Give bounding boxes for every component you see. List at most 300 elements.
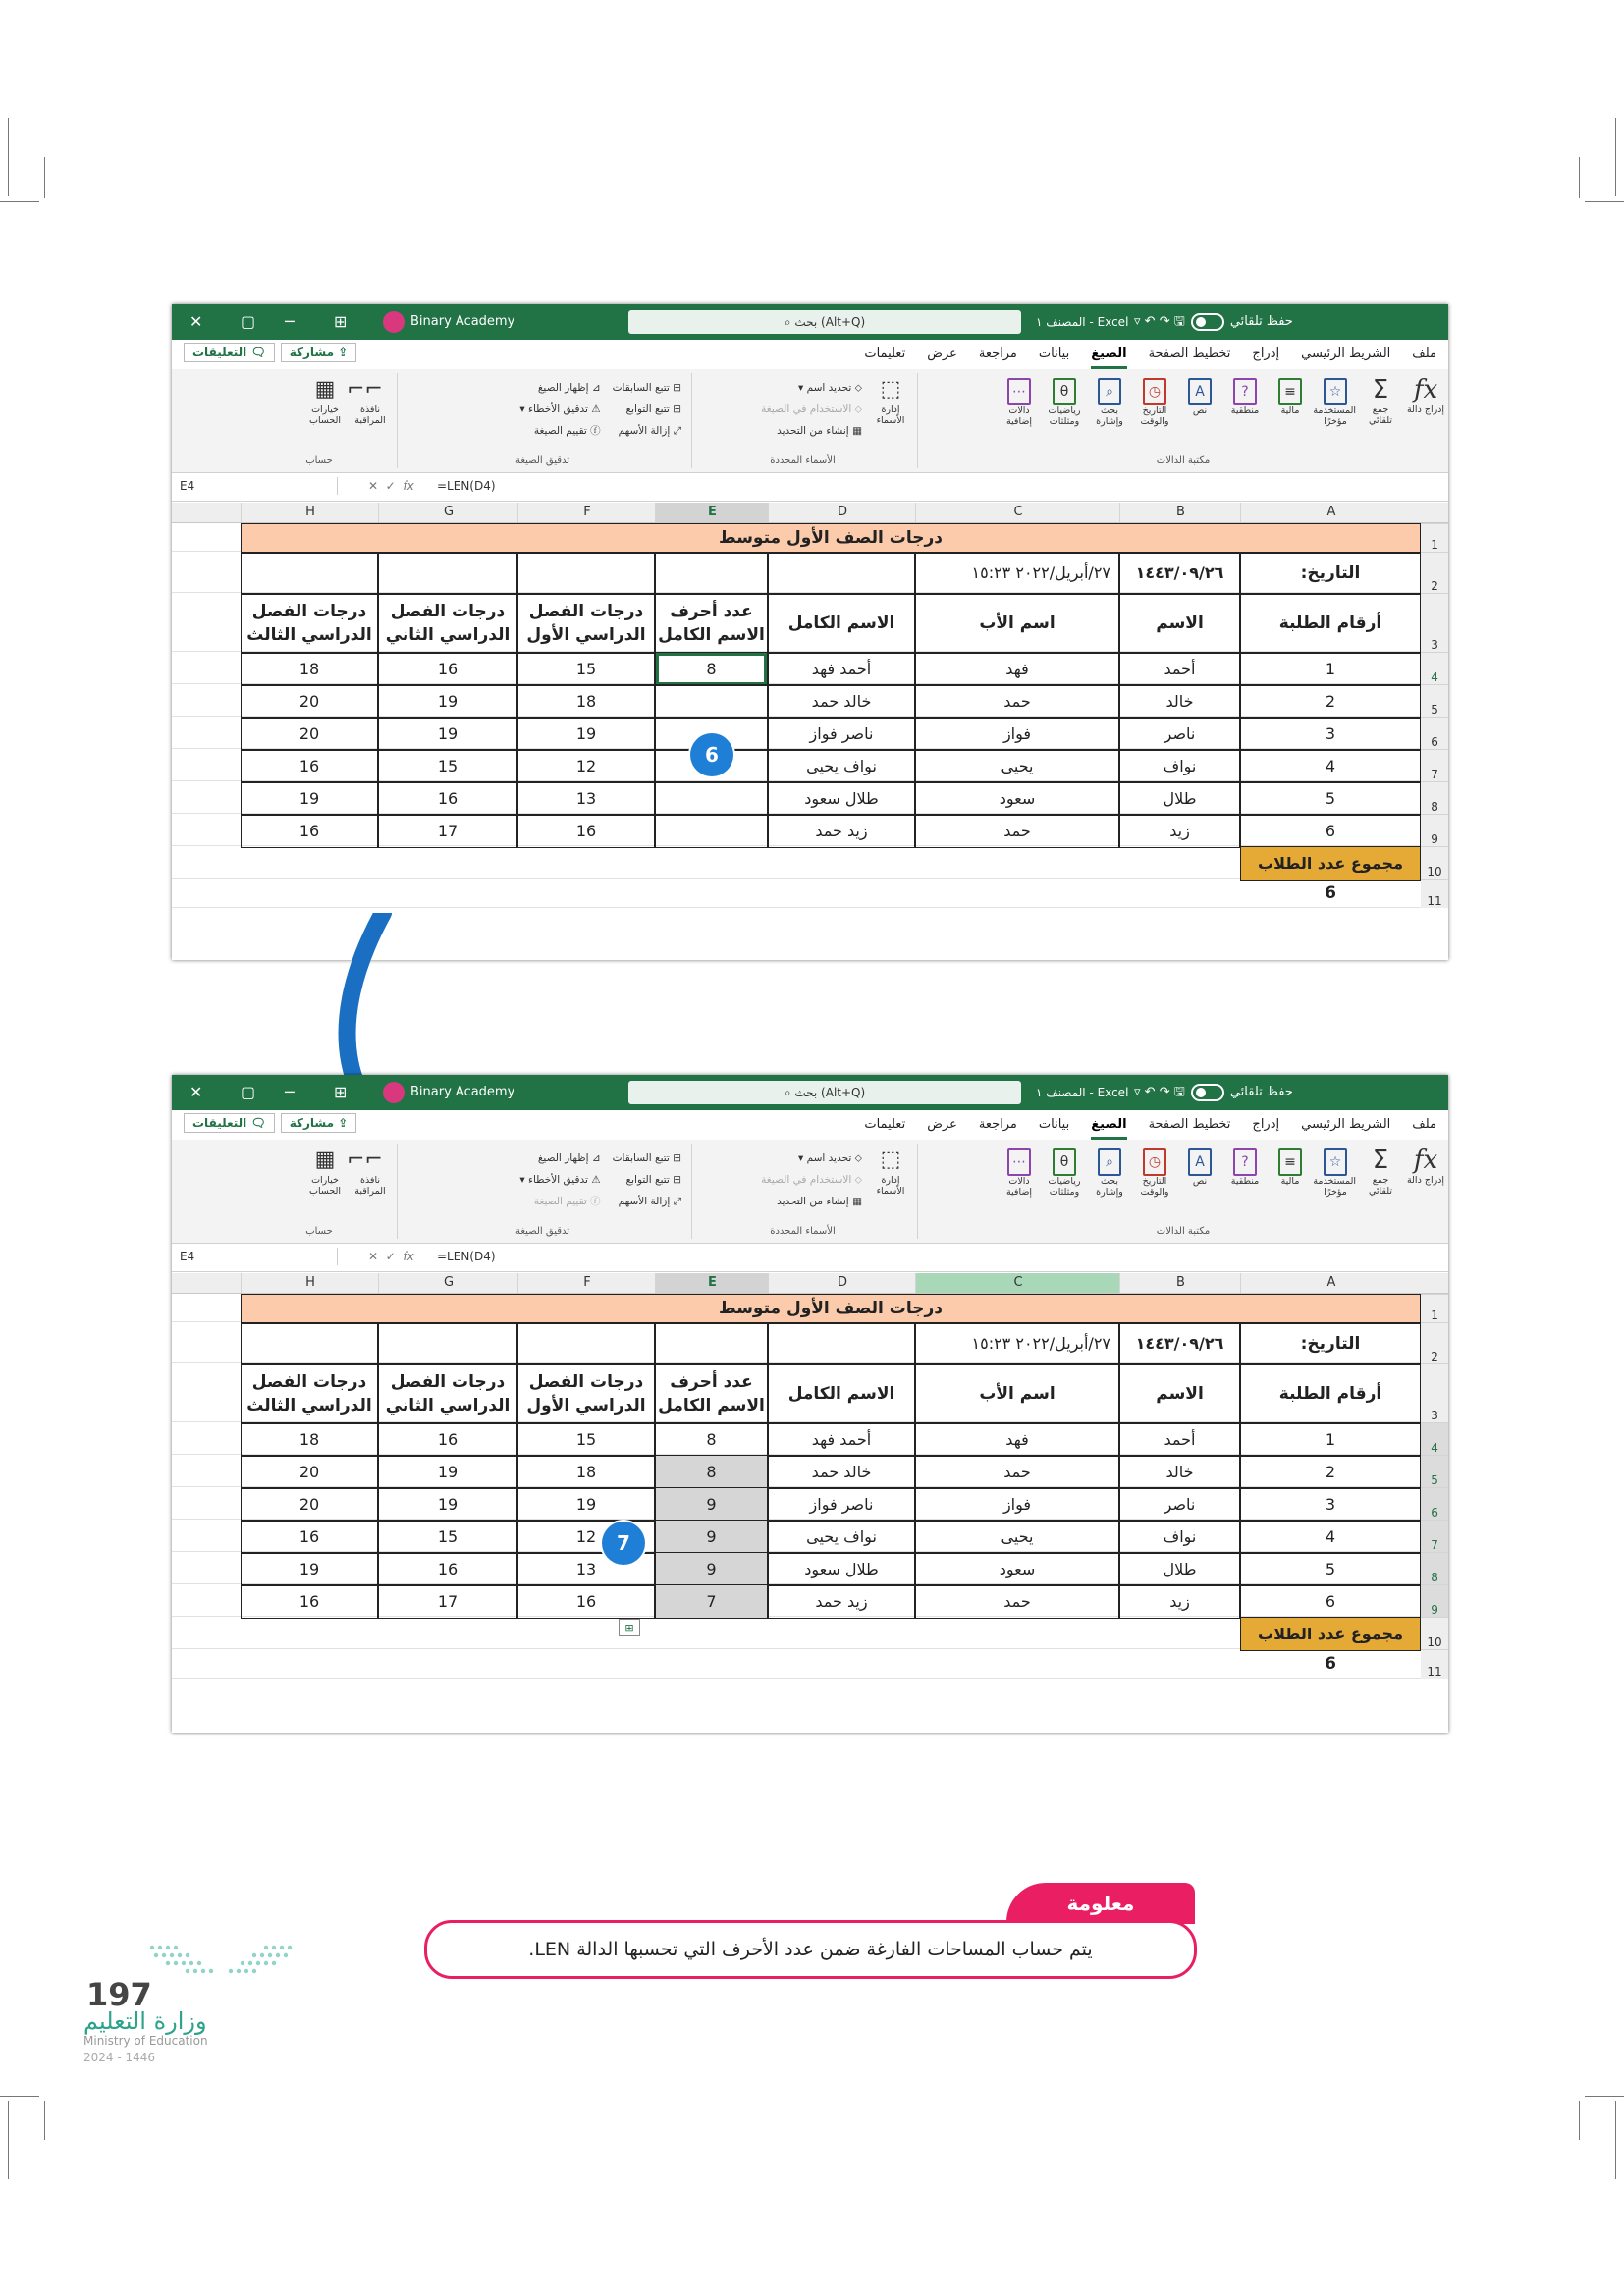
- redo-icon[interactable]: ↷: [1159, 1085, 1170, 1099]
- cell-grade-2[interactable]: 19: [378, 1487, 517, 1522]
- column-header-h[interactable]: H: [241, 503, 379, 522]
- calc-options-button[interactable]: [304, 373, 346, 426]
- search-icon: ⌕: [784, 315, 795, 329]
- note-text: يتم حساب المساحات الفارغة ضمن عدد الأحرف التي تحسبها الدالة LEN.: [424, 1920, 1197, 1979]
- lookup-button[interactable]: [1089, 1144, 1130, 1198]
- column-header-c[interactable]: C: [915, 503, 1120, 522]
- cell-grade-1[interactable]: 16: [517, 814, 655, 848]
- cell-full-name[interactable]: زيد حمد: [768, 814, 915, 848]
- save-icon[interactable]: 🖫: [1173, 1085, 1185, 1099]
- cell-grade-1[interactable]: 16: [517, 1584, 655, 1619]
- cell-father[interactable]: يحيى: [915, 1520, 1119, 1554]
- minimize-icon[interactable]: ─: [285, 1083, 295, 1101]
- use-in-formula-label: الاستخدام في الصيغة: [761, 403, 852, 415]
- cell-name[interactable]: نواف: [1119, 1520, 1240, 1554]
- cell-full-name[interactable]: نواف يحيى: [768, 749, 915, 783]
- total-label[interactable]: مجموع عدد الطلاب: [1240, 1617, 1421, 1651]
- cell-father[interactable]: حمد: [915, 814, 1119, 848]
- cell-grade-3[interactable]: 20: [241, 684, 378, 719]
- show-formulas-button[interactable]: ⊿ إظهار الصيغ: [537, 382, 601, 394]
- column-header-b[interactable]: B: [1119, 1273, 1241, 1293]
- cell-grade-3[interactable]: 20: [241, 717, 378, 751]
- header-full-name[interactable]: الاسم الكامل: [768, 593, 915, 654]
- row-number[interactable]: 3: [1421, 1363, 1448, 1422]
- cell-grade-2[interactable]: 16: [378, 1422, 517, 1457]
- column-header-e[interactable]: E: [655, 1273, 769, 1293]
- display-options-icon[interactable]: ⊞: [334, 1083, 348, 1101]
- calculation-label: حساب: [305, 455, 333, 466]
- calculator-icon: ▦: [314, 1148, 336, 1172]
- cell-father[interactable]: يحيى: [915, 749, 1119, 783]
- row-number[interactable]: 2: [1421, 1322, 1448, 1363]
- tab-review[interactable]: مراجعة: [978, 1117, 1017, 1132]
- math-button[interactable]: [1044, 1144, 1085, 1198]
- undo-icon[interactable]: ↶: [1144, 314, 1156, 329]
- cell-num[interactable]: 6: [1240, 1584, 1421, 1619]
- cell-grade-1[interactable]: 19: [517, 717, 655, 751]
- row-number[interactable]: 6: [1421, 717, 1448, 749]
- cell-grade-3[interactable]: 20: [241, 1487, 378, 1522]
- empty-cell[interactable]: [241, 1322, 378, 1365]
- cell-father[interactable]: حمد: [915, 684, 1119, 719]
- cell-grade-1[interactable]: 18: [517, 684, 655, 719]
- cell-grade-2[interactable]: 17: [378, 1584, 517, 1619]
- cell-name[interactable]: أحمد: [1119, 1422, 1240, 1457]
- cell-grade-2[interactable]: 16: [378, 781, 517, 816]
- evaluate-formula-button[interactable]: ⓕ تقييم الصيغة: [533, 425, 601, 437]
- profile[interactable]: [383, 304, 514, 340]
- datetime-button[interactable]: [1134, 373, 1175, 427]
- cell-name[interactable]: نواف: [1119, 749, 1240, 783]
- row-number[interactable]: 4: [1421, 652, 1448, 684]
- share-button[interactable]: ⇪ مشاركة: [281, 1113, 357, 1133]
- math-button[interactable]: [1044, 373, 1085, 427]
- row-number[interactable]: 2: [1421, 552, 1448, 593]
- error-checking-button[interactable]: ⚠ تدقيق الأخطاء ▾: [519, 1174, 601, 1186]
- cell-father[interactable]: فهد: [915, 1422, 1119, 1457]
- row-number[interactable]: 1: [1421, 523, 1448, 552]
- tab-view[interactable]: عرض: [927, 347, 957, 361]
- trace-precedents-button[interactable]: ⊟ تتبع السابقات: [612, 382, 681, 394]
- cell-num[interactable]: 1: [1240, 1422, 1421, 1457]
- header-name[interactable]: الاسم: [1119, 1363, 1240, 1424]
- save-icon[interactable]: 🖫: [1173, 314, 1185, 329]
- cell-father[interactable]: سعود: [915, 1552, 1119, 1586]
- row-number[interactable]: 5: [1421, 684, 1448, 717]
- cell-grade-3[interactable]: 18: [241, 1422, 378, 1457]
- cell-name[interactable]: خالد: [1119, 684, 1240, 719]
- cell-num[interactable]: 5: [1240, 781, 1421, 816]
- fx-icon: ✕ ✓ fx: [368, 479, 414, 493]
- gregorian-date[interactable]: ٢٧/أبريل/٢٠٢٢ ١٥:٢٣: [915, 1322, 1119, 1365]
- cell-full-name[interactable]: أحمد فهد: [768, 652, 915, 686]
- cell-name[interactable]: ناصر: [1119, 1487, 1240, 1522]
- empty-cell[interactable]: [378, 1322, 517, 1365]
- lookup-button[interactable]: [1089, 373, 1130, 427]
- row-number[interactable]: 11: [1421, 1649, 1448, 1679]
- more-icon: ⋯: [1007, 378, 1031, 405]
- datetime-label: التاريخ والوقت: [1140, 405, 1169, 427]
- empty-cell[interactable]: [655, 1322, 768, 1365]
- more-functions-button[interactable]: [999, 1144, 1040, 1198]
- header-grade-3[interactable]: درجات الفصل الدراسي الثالث: [241, 1363, 378, 1424]
- search-box[interactable]: [628, 310, 1021, 334]
- recent-label: المستخدمة مؤخرًا: [1313, 1176, 1356, 1198]
- remove-arrows-label: إزالة الأسهم: [618, 425, 671, 437]
- tab-review[interactable]: مراجعة: [978, 347, 1017, 361]
- column-header-a[interactable]: A: [1240, 1273, 1422, 1293]
- close-icon[interactable]: ✕: [189, 1083, 203, 1101]
- cell-char-count[interactable]: 8: [655, 1455, 768, 1489]
- cell-grade-2[interactable]: 16: [378, 1552, 517, 1586]
- profile[interactable]: [383, 1075, 514, 1110]
- share-label: مشاركة: [289, 1116, 335, 1130]
- trace-precedents-button[interactable]: ⊟ تتبع السابقات: [612, 1152, 681, 1164]
- header-grade-1[interactable]: درجات الفصل الدراسي الأول: [517, 593, 655, 654]
- header-grade-3[interactable]: درجات الفصل الدراسي الثالث: [241, 593, 378, 654]
- autosum-button[interactable]: [1360, 373, 1401, 426]
- cell-grade-2[interactable]: 17: [378, 814, 517, 848]
- cell-father[interactable]: حمد: [915, 1455, 1119, 1489]
- empty-cell[interactable]: [517, 1322, 655, 1365]
- date-label[interactable]: التاريخ:: [1240, 1322, 1421, 1365]
- name-manager-button[interactable]: [870, 1144, 911, 1197]
- table-row: [172, 1422, 1448, 1455]
- cell-grade-3[interactable]: 18: [241, 652, 378, 686]
- empty-cell[interactable]: [655, 552, 768, 595]
- tab-help[interactable]: تعليمات: [864, 347, 906, 361]
- tab-insert[interactable]: إدراج: [1252, 347, 1280, 361]
- cell-name[interactable]: زيد: [1119, 1584, 1240, 1619]
- star-icon: ☆: [1324, 378, 1347, 405]
- column-header-d[interactable]: D: [768, 1273, 916, 1293]
- cell-num[interactable]: 2: [1240, 684, 1421, 719]
- empty-cell[interactable]: [241, 552, 378, 595]
- cell-father[interactable]: سعود: [915, 781, 1119, 816]
- create-from-selection-button[interactable]: ▦ إنشاء من التحديد: [777, 1196, 862, 1207]
- row-number[interactable]: 3: [1421, 593, 1448, 652]
- comments-button[interactable]: 🗨 التعليقات: [184, 1113, 275, 1133]
- cell-char-count[interactable]: 9: [655, 1552, 768, 1586]
- cell-grade-3[interactable]: 20: [241, 1455, 378, 1489]
- calculation-label: حساب: [305, 1226, 333, 1237]
- share-button[interactable]: ⇪ مشاركة: [281, 343, 357, 362]
- cell-num[interactable]: 1: [1240, 652, 1421, 686]
- tab-home[interactable]: الشريط الرئيسي: [1301, 347, 1391, 361]
- cell-grade-3[interactable]: 16: [241, 1584, 378, 1619]
- cell-full-name[interactable]: خالد حمد: [768, 684, 915, 719]
- cell-char-count[interactable]: 7: [655, 1584, 768, 1619]
- recent-button[interactable]: [1315, 1144, 1356, 1198]
- cell-num[interactable]: 3: [1240, 717, 1421, 751]
- theta-icon: θ: [1053, 378, 1076, 405]
- show-formulas-button[interactable]: ⊿ إظهار الصيغ: [537, 1152, 601, 1164]
- column-header-b[interactable]: B: [1119, 503, 1241, 522]
- cell-num[interactable]: 5: [1240, 1552, 1421, 1586]
- cell-grade-1[interactable]: 18: [517, 1455, 655, 1489]
- lookup-label: بحث وإشارة: [1096, 405, 1123, 427]
- sheet-title[interactable]: درجات الصف الأول متوسط: [241, 1294, 1421, 1324]
- cell-full-name[interactable]: أحمد فهد: [768, 1422, 915, 1457]
- header-name[interactable]: الاسم: [1119, 593, 1240, 654]
- column-header-g[interactable]: G: [378, 503, 518, 522]
- autosave-toggle[interactable]: [1191, 1084, 1224, 1101]
- close-icon[interactable]: ✕: [189, 312, 203, 331]
- empty-cell[interactable]: [655, 781, 768, 816]
- cell-char-count[interactable]: 8: [655, 1422, 768, 1457]
- date-label[interactable]: التاريخ:: [1240, 552, 1421, 595]
- tab-data[interactable]: بيانات: [1038, 347, 1070, 361]
- text-button[interactable]: [1179, 1144, 1220, 1187]
- empty-cell[interactable]: [655, 684, 768, 719]
- row-number[interactable]: 8: [1421, 781, 1448, 814]
- crop-mark: [1615, 118, 1616, 196]
- trace-dependents-button[interactable]: ⊟ تتبع التوابع: [625, 1174, 681, 1186]
- trace-dependents-button[interactable]: ⊟ تتبع التوابع: [625, 403, 681, 415]
- customize-icon[interactable]: ▿: [1134, 1085, 1141, 1099]
- cell-full-name[interactable]: طلال سعود: [768, 1552, 915, 1586]
- minimize-icon[interactable]: ─: [285, 312, 295, 331]
- formula-input[interactable]: =LEN(D4): [437, 1250, 496, 1263]
- use-in-formula-button[interactable]: ⬦ الاستخدام في الصيغة: [761, 1174, 862, 1186]
- cell-full-name[interactable]: نواف يحيى: [768, 1520, 915, 1554]
- cell-name[interactable]: زيد: [1119, 814, 1240, 848]
- comments-button[interactable]: 🗨 التعليقات: [184, 343, 275, 362]
- cell-full-name[interactable]: خالد حمد: [768, 1455, 915, 1489]
- redo-icon[interactable]: ↷: [1159, 314, 1170, 329]
- logical-button[interactable]: [1224, 1144, 1266, 1187]
- file-name: المصنف ١ - Excel: [1036, 1086, 1129, 1099]
- tab-view[interactable]: عرض: [927, 1117, 957, 1132]
- row-number[interactable]: 9: [1421, 1584, 1448, 1617]
- formula-input[interactable]: =LEN(D4): [437, 479, 496, 493]
- autosave-toggle[interactable]: [1191, 313, 1224, 331]
- defined-names-group: [691, 1144, 913, 1239]
- cell-name[interactable]: خالد: [1119, 1455, 1240, 1489]
- insert-function-button[interactable]: [1405, 1144, 1446, 1186]
- total-value[interactable]: 6: [1325, 883, 1336, 903]
- recent-button[interactable]: [1315, 373, 1356, 427]
- column-header-h[interactable]: H: [241, 1273, 379, 1293]
- cell-father[interactable]: فهد: [915, 652, 1119, 686]
- total-label[interactable]: مجموع عدد الطلاب: [1240, 846, 1421, 881]
- watch-window-button[interactable]: [347, 373, 391, 426]
- calculation-group: [245, 1144, 393, 1239]
- cell-full-name[interactable]: طلال سعود: [768, 781, 915, 816]
- restore-icon[interactable]: ▢: [241, 312, 256, 331]
- cell-grade-3[interactable]: 19: [241, 781, 378, 816]
- table-row: [172, 1487, 1448, 1520]
- file-name: المصنف ١ - Excel: [1036, 315, 1129, 329]
- cell-grade-2[interactable]: 19: [378, 684, 517, 719]
- hijri-date[interactable]: ١٤٤٣/٠٩/٢٦: [1119, 1322, 1240, 1365]
- customize-icon[interactable]: ▿: [1134, 314, 1141, 329]
- create-from-selection-button[interactable]: ▦ إنشاء من التحديد: [777, 425, 862, 437]
- financial-button[interactable]: [1270, 1144, 1311, 1187]
- gregorian-date[interactable]: ٢٧/أبريل/٢٠٢٢ ١٥:٢٣: [915, 552, 1119, 595]
- column-header-e[interactable]: E: [655, 503, 769, 522]
- calc-options-button[interactable]: [304, 1144, 346, 1197]
- row-number[interactable]: 10: [1421, 1617, 1448, 1649]
- row-number[interactable]: 1: [1421, 1294, 1448, 1322]
- cell-full-name[interactable]: ناصر فواز: [768, 717, 915, 751]
- tab-help[interactable]: تعليمات: [864, 1117, 906, 1132]
- cell-num[interactable]: 3: [1240, 1487, 1421, 1522]
- more-functions-button[interactable]: [999, 373, 1040, 427]
- cell-num[interactable]: 6: [1240, 814, 1421, 848]
- cell-father[interactable]: فواز: [915, 717, 1119, 751]
- column-header-g[interactable]: G: [378, 1273, 518, 1293]
- cell-grade-1[interactable]: 13: [517, 1552, 655, 1586]
- cell-grade-1[interactable]: 15: [517, 1422, 655, 1457]
- more-label: دالات إضافية: [1005, 405, 1033, 427]
- error-checking-button[interactable]: ⚠ تدقيق الأخطاء ▾: [519, 403, 601, 415]
- cell-father[interactable]: فواز: [915, 1487, 1119, 1522]
- column-header-d[interactable]: D: [768, 503, 916, 522]
- cell-grade-1[interactable]: 13: [517, 781, 655, 816]
- tab-page-layout[interactable]: تخطيط الصفحة: [1148, 1117, 1231, 1132]
- use-in-formula-button[interactable]: ⬦ الاستخدام في الصيغة: [761, 403, 862, 415]
- undo-icon[interactable]: ↶: [1144, 1085, 1156, 1099]
- tab-page-layout[interactable]: تخطيط الصفحة: [1148, 347, 1231, 361]
- header-father[interactable]: اسم الأب: [915, 1363, 1119, 1424]
- cell-full-name[interactable]: زيد حمد: [768, 1584, 915, 1619]
- cell-num[interactable]: 2: [1240, 1455, 1421, 1489]
- header-student-number[interactable]: أرقام الطلبة: [1240, 593, 1421, 654]
- cell-num[interactable]: 4: [1240, 1520, 1421, 1554]
- define-name-button[interactable]: ⬦ تحديد اسم ▾: [798, 382, 862, 394]
- display-options-icon[interactable]: ⊞: [334, 312, 348, 331]
- cell-grade-3[interactable]: 16: [241, 814, 378, 848]
- column-header-c[interactable]: C: [915, 1273, 1120, 1293]
- table-row: [172, 814, 1448, 846]
- cell-grade-1[interactable]: 12: [517, 1520, 655, 1554]
- quick-analysis-icon[interactable]: ⊞: [619, 1619, 640, 1636]
- empty-cell[interactable]: [655, 814, 768, 848]
- tab-formulas[interactable]: الصيغ: [1091, 343, 1126, 369]
- title-bar: [172, 304, 1448, 340]
- tab-file[interactable]: ملف: [1412, 1117, 1436, 1132]
- header-grade-2[interactable]: درجات الفصل الدراسي الثاني: [378, 593, 517, 654]
- row-number[interactable]: 7: [1421, 1520, 1448, 1552]
- cell-grade-3[interactable]: 16: [241, 749, 378, 783]
- name-box[interactable]: E4: [180, 1248, 338, 1265]
- empty-cell[interactable]: [768, 1322, 915, 1365]
- cell-grade-3[interactable]: 16: [241, 1520, 378, 1554]
- cell-grade-1[interactable]: 19: [517, 1487, 655, 1522]
- header-char-count[interactable]: عدد أحرف الاسم الكامل: [655, 1363, 768, 1424]
- remove-arrows-button[interactable]: ⤢ إزالة الأسهم: [618, 1196, 681, 1207]
- search-box[interactable]: [628, 1081, 1021, 1104]
- empty-cell[interactable]: [378, 552, 517, 595]
- excel-screenshot-step6: [172, 304, 1448, 960]
- header-grade-2[interactable]: درجات الفصل الدراسي الثاني: [378, 1363, 517, 1424]
- cell-name[interactable]: طلال: [1119, 781, 1240, 816]
- column-header-f[interactable]: F: [517, 503, 656, 522]
- total-value[interactable]: 6: [1325, 1654, 1336, 1674]
- remove-arrows-button[interactable]: ⤢ إزالة الأسهم: [618, 425, 681, 437]
- cell-grade-3[interactable]: 19: [241, 1552, 378, 1586]
- hijri-date[interactable]: ١٤٤٣/٠٩/٢٦: [1119, 552, 1240, 595]
- evaluate-formula-button[interactable]: ⓕ تقييم الصيغة: [533, 1196, 601, 1207]
- row-number[interactable]: 9: [1421, 814, 1448, 846]
- cell-grade-2[interactable]: 19: [378, 1455, 517, 1489]
- row-number[interactable]: 11: [1421, 879, 1448, 908]
- cell-grade-1[interactable]: 12: [517, 749, 655, 783]
- insert-function-button[interactable]: [1405, 373, 1446, 415]
- name-manager-button[interactable]: [870, 373, 911, 426]
- empty-cell[interactable]: [768, 552, 915, 595]
- cell-grade-2[interactable]: 15: [378, 749, 517, 783]
- autosum-button[interactable]: [1360, 1144, 1401, 1197]
- cell-name[interactable]: ناصر: [1119, 717, 1240, 751]
- tab-insert[interactable]: إدراج: [1252, 1117, 1280, 1132]
- cell-name[interactable]: أحمد: [1119, 652, 1240, 686]
- cell-grade-2[interactable]: 19: [378, 717, 517, 751]
- row-number[interactable]: 6: [1421, 1487, 1448, 1520]
- cell-father[interactable]: حمد: [915, 1584, 1119, 1619]
- cell-char-count[interactable]: 9: [655, 1487, 768, 1522]
- datetime-button[interactable]: [1134, 1144, 1175, 1198]
- evaluate-formula-label: تقييم الصيغة: [533, 1196, 587, 1207]
- row-number[interactable]: 5: [1421, 1455, 1448, 1487]
- table-row: [172, 1584, 1448, 1617]
- financial-button[interactable]: [1270, 373, 1311, 416]
- cell-full-name[interactable]: ناصر فواز: [768, 1487, 915, 1522]
- name-box[interactable]: E4: [180, 477, 338, 495]
- sheet-title[interactable]: درجات الصف الأول متوسط: [241, 523, 1421, 554]
- cell-num[interactable]: 4: [1240, 749, 1421, 783]
- define-name-button[interactable]: ⬦ تحديد اسم ▾: [798, 1152, 862, 1164]
- row-number[interactable]: 7: [1421, 749, 1448, 781]
- column-header-a[interactable]: A: [1240, 503, 1422, 522]
- tab-formulas[interactable]: الصيغ: [1091, 1113, 1126, 1140]
- row-number[interactable]: 8: [1421, 1552, 1448, 1584]
- insert-function-label: إدراج دالة: [1406, 404, 1445, 415]
- header-char-count[interactable]: عدد أحرف الاسم الكامل: [655, 593, 768, 654]
- watch-window-button[interactable]: [347, 1144, 391, 1197]
- header-father[interactable]: اسم الأب: [915, 593, 1119, 654]
- cell-char-count[interactable]: 9: [655, 1520, 768, 1554]
- tab-data[interactable]: بيانات: [1038, 1117, 1070, 1132]
- restore-icon[interactable]: ▢: [241, 1083, 256, 1101]
- tab-home[interactable]: الشريط الرئيسي: [1301, 1117, 1391, 1132]
- define-name-label: تحديد اسم: [806, 382, 852, 394]
- sheet-row-3: [172, 593, 1448, 652]
- evaluate-formula-label: تقييم الصيغة: [533, 425, 587, 437]
- cell-grade-1[interactable]: 15: [517, 652, 655, 686]
- header-student-number[interactable]: أرقام الطلبة: [1240, 1363, 1421, 1424]
- header-full-name[interactable]: الاسم الكامل: [768, 1363, 915, 1424]
- define-name-label: تحديد اسم: [806, 1152, 852, 1164]
- header-grade-1[interactable]: درجات الفصل الدراسي الأول: [517, 1363, 655, 1424]
- row-number[interactable]: 4: [1421, 1422, 1448, 1455]
- autosum-label: جمع تلقائي: [1368, 404, 1393, 426]
- column-header-f[interactable]: F: [517, 1273, 656, 1293]
- empty-cell[interactable]: [517, 552, 655, 595]
- tab-file[interactable]: ملف: [1412, 347, 1436, 361]
- cell-name[interactable]: طلال: [1119, 1552, 1240, 1586]
- calculator-icon: ▦: [314, 377, 336, 401]
- row-number[interactable]: 10: [1421, 846, 1448, 879]
- defined-names-label: الأسماء المحددة: [770, 455, 836, 466]
- logical-label: منطقية: [1230, 1176, 1260, 1187]
- cell-grade-2[interactable]: 16: [378, 652, 517, 686]
- cell-grade-2[interactable]: 15: [378, 1520, 517, 1554]
- text-button[interactable]: [1179, 373, 1220, 416]
- logical-button[interactable]: [1224, 373, 1266, 416]
- active-cell-e4[interactable]: 8: [655, 652, 768, 686]
